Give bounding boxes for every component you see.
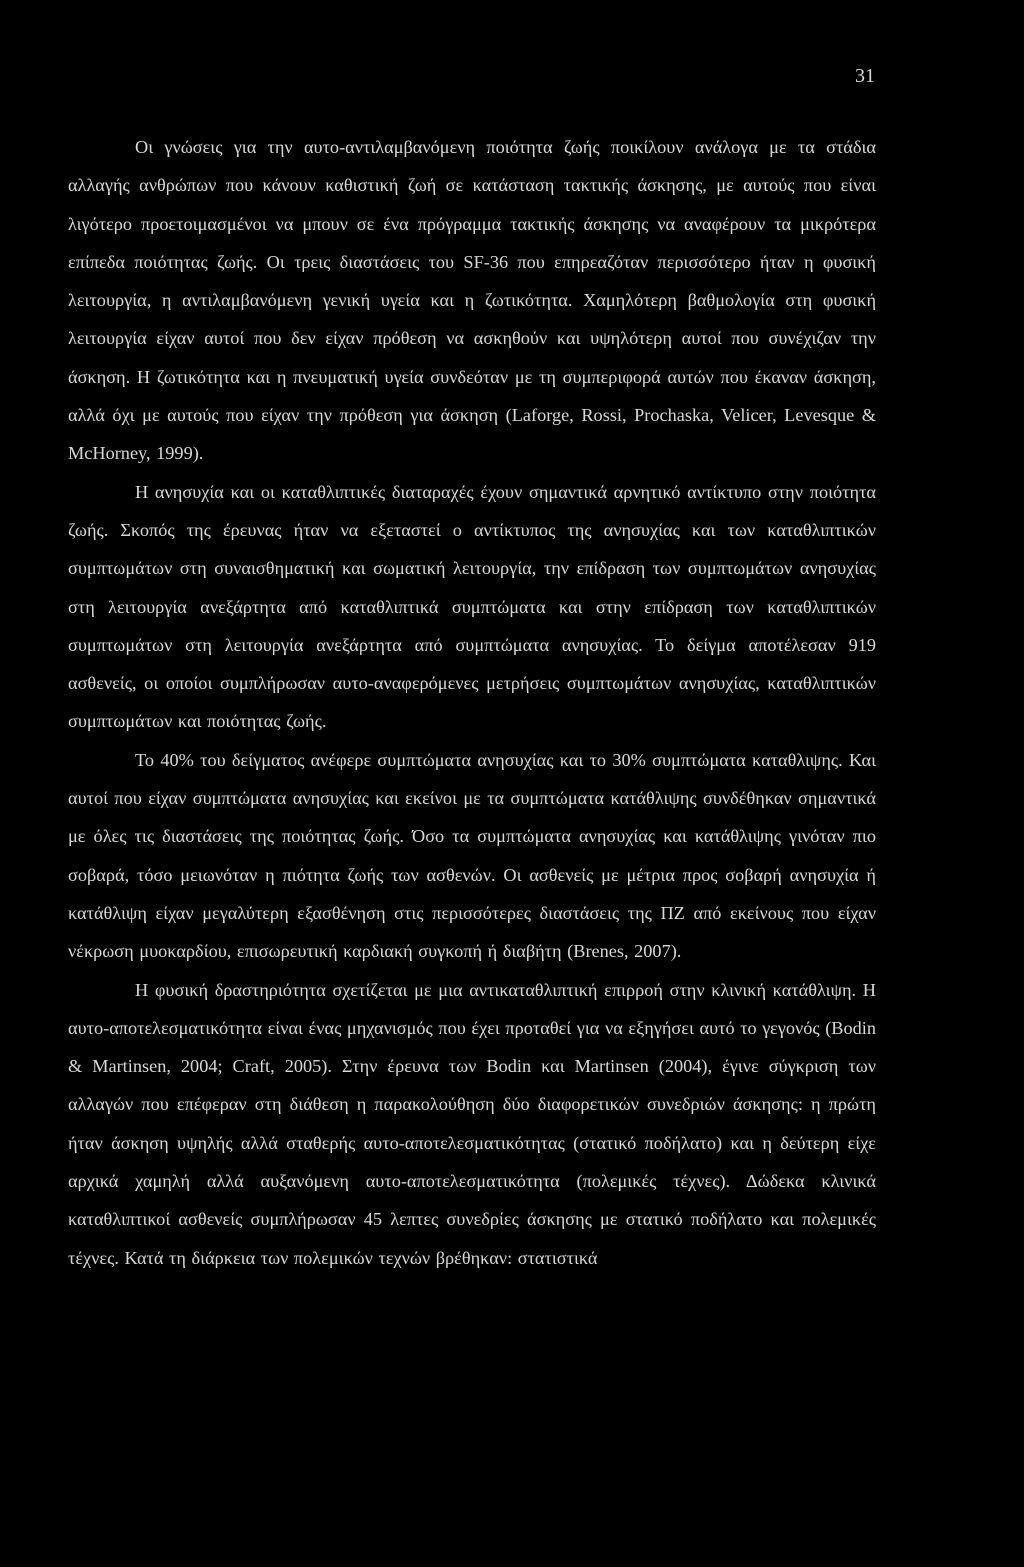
paragraph-1: Οι γνώσεις για την αυτο-αντιλαμβανόμενη ποιότητα ζωής ποικίλουν ανάλογα με τα στάδια αλλαγής ανθρώπων που κάνουν καθιστική ζωή σε κατάσταση τακτικής άσκησης, με αυτούς που είναι λιγότερο προετοιμασμένοι να μπουν σε ένα πρόγραμμα τακτικής άσκησης να αναφέρουν τα μικρότερα επίπεδα ποιότητας ζωής. Οι τρεις διαστάσεις του SF-36 που επηρεαζόταν περισσότερο ήταν η φυσική λειτουργία, η αντιλαμβανόμενη γενική υγεία και η ζωτικότητα. Χαμηλότερη βαθμολογία στη φυσική λειτουργία είχαν αυτοί που δεν είχαν πρόθεση να ασκηθούν και υψηλότερη αυτοί που συνέχιζαν την άσκηση. Η ζωτικότητα και η πνευματική υγεία συνδεόταν με τη συμπεριφορά αυτών που έκαναν άσκηση, αλλά όχι με αυτούς που είχαν την πρόθεση για άσκηση (Laforge, Rossi, Prochaska, Velicer, Levesque & McHorney, 1999). — [68, 137, 876, 464]
paragraph-2: Η ανησυχία και οι καταθλιπτικές διαταραχές έχουν σημαντικά αρνητικό αντίκτυπο στην ποιότητα ζωής. Σκοπός της έρευνας ήταν να εξεταστεί ο αντίκτυπος της ανησυχίας και των καταθλιπτικών συμπτωμάτων στη συναισθηματική και σωματική λειτουργία, την επίδραση των συμπτωμάτων ανησυχίας στη λειτουργία ανεξάρτητα από καταθλιπτικά συμπτώματα και στην επίδραση των καταθλιπτικών συμπτωμάτων στη λειτουργία ανεξάρτητα από συμπτώματα ανησυχίας. Το δείγμα αποτέλεσαν 919 ασθενείς, οι οποίοι συμπλήρωσαν αυτο-αναφερόμενες μετρήσεις συμπτωμάτων ανησυχίας, καταθλιπτικών συμπτωμάτων και ποιότητας ζωής. — [68, 481, 876, 732]
page-number: 31 — [855, 65, 875, 87]
paragraph-3: Το 40% του δείγματος ανέφερε συμπτώματα ανησυχίας και το 30% συμπτώματα καταθλιψης. Και αυτοί που είχαν συμπτώματα ανησυχίας και εκείνοι με τα συμπτώματα κατάθλιψης συνδέθηκαν σημαντικά με όλες τις διαστάσεις της ποιότητας ζωής. Όσο τα συμπτώματα ανησυχίας και κατάθλιψης γινόταν πιο σοβαρά, τόσο μειωνόταν η πιότητα ζωής των ασθενών. Οι ασθενείς με μέτρια προς σοβαρή ανησυχία ή κατάθλιψη είχαν μεγαλύτερη εξασθένηση στις περισσότερες διαστάσεις της ΠΖ από εκείνους που είχαν νέκρωση μυοκαρδίου, επισωρευτική καρδιακή συγκοπή ή διαβήτη (Brenes, 2007). — [68, 749, 876, 962]
body-text — [68, 128, 876, 1277]
paragraph-4: Η φυσική δραστηριότητα σχετίζεται με μια αντικαταθλιπτική επιρροή στην κλινική κατάθλιψη. Η αυτο-αποτελεσματικότητα είναι ένας μηχανισμός που έχει προταθεί για να εξηγήσει αυτό το γεγονός (Bodin & Martinsen, 2004; Craft, 2005). Στην έρευνα των Bodin και Martinsen (2004), έγινε σύγκριση των αλλαγών που επέφεραν στη διάθεση η παρακολούθηση δύο διαφορετικών συνεδριών άσκησης: η πρώτη ήταν άσκηση υψηλής αλλά σταθερής αυτο-αποτελεσματικότητας (στατικό ποδήλατο) και η δεύτερη είχε αρχικά χαμηλή αλλά αυξανόμενη αυτο-αποτελεσματικότητα (πολεμικές τέχνες). Δώδεκα κλινικά καταθλιπτικοί ασθενείς συμπλήρωσαν 45 λεπτες συνεδρίες άσκησης με στατικό ποδήλατο και πολεμικές τέχνες. Κατά τη διάρκεια των πολεμικών τεχνών βρέθηκαν: στατιστικά — [68, 979, 876, 1268]
